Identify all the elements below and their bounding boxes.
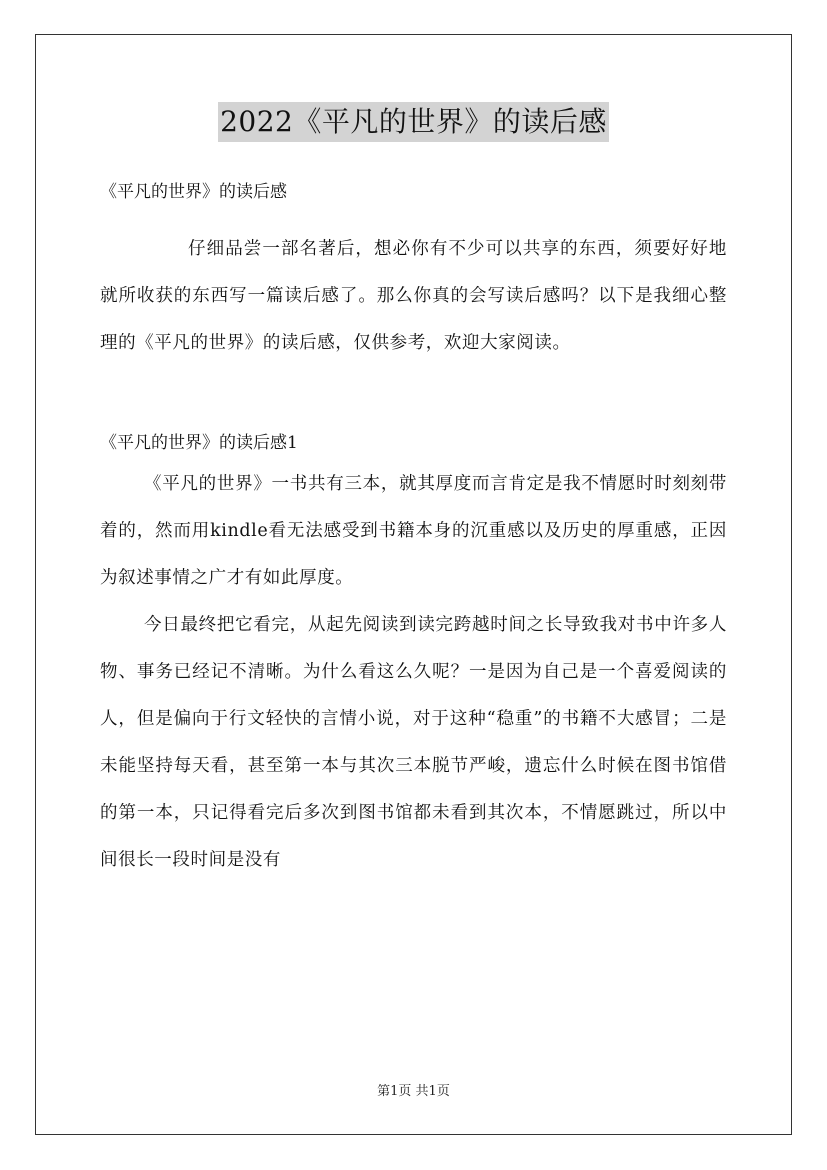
title-area [0,102,827,142]
spacer [100,210,727,226]
section1-paragraph-2: 今日最终把它看完，从起先阅读到读完跨越时间之长导致我对书中许多人物、事务已经记不清晰。为什么看这么久呢？一是因为自己是一个喜爱阅读的人，但是偏向于行文轻快的言情小说，对于这种“稳重”的书籍不大感冒；二是未能坚持每天看，甚至第一本与其次三本脱节严峻，遗忘什么时候在图书馆借的第一本，只记得看完后多次到图书馆都未看到其次本，不情愿跳过，所以中间很长一段时间是没有 [100,615,727,870]
intro-paragraph: 仔细品尝一部名著后，想必你有不少可以共享的东西，须要好好地就所收获的东西写一篇读后感了。那么你真的会写读后感吗？以下是我细心整理的《平凡的世界》的读后感，仅供参考，欢迎大家阅读。 [100,239,727,353]
document-body [100,174,727,884]
subtitle-heading: 《平凡的世界》的读后感 [100,182,287,202]
section1-heading: 《平凡的世界》的读后感1 [100,433,298,453]
section1-paragraph-1: 《平凡的世界》一书共有三本，就其厚度而言肯定是我不情愿时时刻刻带着的，然而用kindle看无法感受到书籍本身的沉重感以及历史的厚重感，正因为叙述事情之广才有如此厚度。 [100,474,727,588]
document-title: 2022《平凡的世界》的读后感 [218,102,609,142]
page-footer: 第1页 共1页 [377,1084,450,1099]
spacer [100,367,727,425]
